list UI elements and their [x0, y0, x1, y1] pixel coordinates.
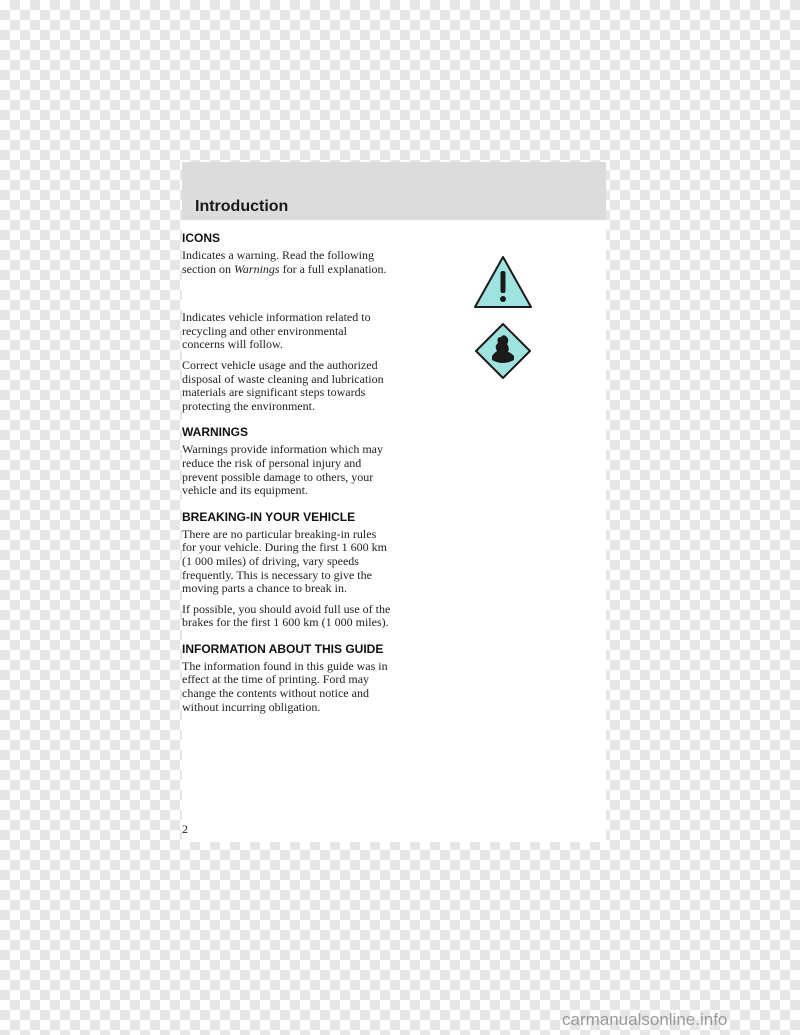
- environment-icon-description: Indicates vehicle information related to recycling and other environmental concerns will follow.: [182, 310, 371, 352]
- warnings-paragraph: Warnings provide information which may reduce the risk of personal injury and prevent possible damage to others, your vehicle and its equipment.: [182, 442, 383, 498]
- manual-page: [182, 162, 606, 842]
- recycle-diamond-icon: [474, 322, 532, 380]
- environment-paragraph: Correct vehicle usage and the authorized disposal of waste cleaning and lubrication materials are significant steps towards protecting the environment.: [182, 357, 384, 413]
- content-column: [182, 232, 392, 721]
- warning-triangle-icon: [472, 254, 534, 310]
- guide-info-heading: INFORMATION ABOUT THIS GUIDE: [182, 641, 384, 656]
- warnings-italic-text: Warnings: [234, 261, 280, 276]
- warning-icon-description: [182, 249, 392, 276]
- warning-text-before: Indicates a warning. Read the following section on: [182, 248, 374, 276]
- guide-info-paragraph: The information found in this guide was in effect at the time of printing. Ford may change the contents without notice and without incurring obligation.: [182, 658, 388, 714]
- page-number: 2: [182, 822, 188, 836]
- icons-heading: ICONS: [182, 231, 221, 245]
- warning-text-after: for a full explanation.: [279, 261, 387, 276]
- breaking-in-paragraph-1: There are no particular breaking-in rules for your vehicle. During the first 1 600 km (1 000 miles) of driving, vary speeds frequently. This is necessary to give the moving parts a chance to break in.: [182, 526, 387, 596]
- breaking-in-heading: BREAKING-IN YOUR VEHICLE: [182, 509, 356, 524]
- watermark: carmanualsonline.info: [562, 1010, 728, 1029]
- section-header-band: [182, 162, 606, 220]
- warnings-heading: WARNINGS: [182, 425, 248, 440]
- section-title: Introduction: [195, 198, 289, 215]
- breaking-in-paragraph-2: If possible, you should avoid full use of the brakes for the first 1 600 km (1 000 miles).: [182, 601, 391, 630]
